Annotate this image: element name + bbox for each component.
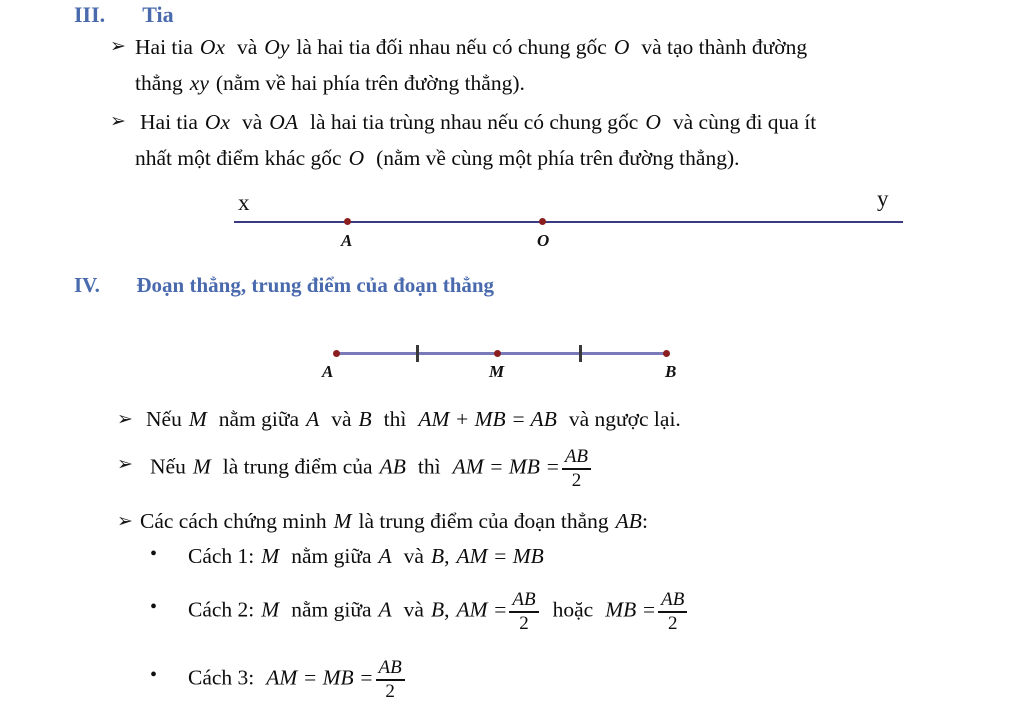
fraction-denominator: 2 — [519, 612, 529, 634]
dot-bullet-icon: • — [150, 596, 158, 618]
dot-bullet-icon: • — [150, 664, 158, 686]
figure2-label-b: B — [665, 362, 677, 381]
arrow-bullet-icon: ➢ — [110, 111, 126, 132]
section-number-iii: III. — [74, 2, 106, 27]
text-fragment: và — [242, 110, 263, 134]
paragraph-tia-doi-nhau-line2 — [135, 66, 525, 100]
figure1-line — [234, 221, 903, 223]
method-label: Cách 3: — [188, 665, 255, 690]
figure2-tick-2 — [579, 345, 582, 362]
figure2-point-m — [494, 350, 501, 357]
text-fragment: nằm giữa — [291, 597, 372, 622]
math-b: B — [358, 407, 372, 431]
fraction-ab-over-2 — [509, 590, 538, 633]
text-fragment: và — [331, 407, 352, 431]
text-fragment: , — [444, 544, 450, 568]
figure2-point-a — [333, 350, 340, 357]
text-fragment: Hai tia — [135, 35, 193, 59]
section-heading-iii — [74, 2, 174, 28]
figure1-point-a — [344, 218, 351, 225]
math-am-eq-mb: AM = MB — [456, 544, 544, 568]
text-fragment: và tạo thành đường — [641, 35, 808, 59]
math-m: M — [333, 509, 352, 533]
text-fragment: và — [403, 544, 424, 568]
math-b: B — [430, 544, 445, 568]
text-fragment: (nằm về cùng một phía trên đường thẳng). — [376, 146, 740, 170]
math-o: O — [348, 146, 365, 170]
section-number-iv: IV. — [74, 273, 100, 297]
text-fragment: nằm giữa — [291, 544, 372, 568]
method-label: Cách 2: — [188, 597, 255, 622]
text-fragment: : — [641, 509, 648, 533]
math-am-eq-mb: AM = MB = — [266, 665, 374, 690]
math-o: O — [613, 35, 630, 59]
text-fragment: nằm giữa — [218, 407, 300, 431]
figure1-point-o — [539, 218, 546, 225]
math-am-eq-mb: AM = MB = — [452, 454, 560, 479]
arrow-bullet-icon: ➢ — [117, 454, 133, 475]
text-fragment: và — [403, 597, 424, 622]
statement-am-mb-ab — [146, 402, 681, 436]
math-m: M — [261, 597, 280, 622]
text-fragment: thẳng — [135, 71, 183, 95]
fraction-denominator: 2 — [571, 469, 582, 491]
figure1-label-x: x — [238, 190, 250, 215]
arrow-bullet-icon: ➢ — [110, 36, 126, 57]
text-fragment: là trung điểm của — [222, 454, 373, 479]
math-m: M — [192, 454, 211, 479]
text-fragment: , — [444, 597, 450, 622]
math-mb-eq: MB = — [605, 597, 657, 622]
fraction-numerator: AB — [564, 446, 589, 467]
fraction-ab-over-2 — [658, 590, 687, 633]
paragraph-tia-doi-nhau-line1 — [135, 30, 807, 64]
text-fragment: (nằm về hai phía trên đường thẳng). — [215, 71, 525, 95]
method-label: Cách 1: — [188, 544, 255, 568]
math-a: A — [306, 407, 320, 431]
method-cach-3 — [188, 658, 407, 701]
text-fragment: và cùng đi qua ít — [672, 110, 817, 134]
dot-bullet-icon: • — [150, 543, 158, 565]
text-fragment: là hai tia trùng nhau nếu có chung gốc — [309, 110, 639, 134]
fraction-ab-over-2 — [376, 658, 405, 701]
text-fragment: nhất một điểm khác gốc — [135, 146, 342, 170]
math-am-eq: AM = — [456, 597, 508, 622]
figure2-tick-1 — [416, 345, 419, 362]
math-o: O — [645, 110, 661, 134]
arrow-bullet-icon: ➢ — [117, 511, 133, 532]
math-m: M — [188, 407, 207, 431]
statement-cac-cach-chung-minh — [140, 504, 648, 538]
fraction-ab-over-2 — [562, 447, 591, 490]
text-fragment: Nếu — [150, 454, 186, 479]
math-xy: xy — [189, 71, 209, 95]
section-heading-iv — [74, 273, 494, 298]
math-m: M — [261, 544, 280, 568]
section-title-iii: Tia — [142, 2, 174, 27]
text-fragment: và — [237, 35, 258, 59]
figure1-label-a: A — [341, 231, 353, 250]
text-fragment: hoặc — [552, 597, 594, 622]
figure2-point-b — [663, 350, 670, 357]
method-cach-1 — [188, 539, 544, 573]
fraction-denominator: 2 — [385, 680, 395, 702]
math-ab: AB — [615, 509, 642, 533]
paragraph-tia-trung-nhau-line1 — [140, 105, 816, 139]
figure1-label-o: O — [537, 231, 550, 250]
text-fragment: Hai tia — [140, 110, 198, 134]
math-ox: Ox — [199, 35, 225, 59]
math-ox: Ox — [204, 110, 230, 134]
paragraph-tia-trung-nhau-line2 — [135, 141, 739, 175]
fraction-denominator: 2 — [668, 612, 678, 634]
arrow-bullet-icon: ➢ — [117, 409, 133, 430]
fraction-numerator: AB — [378, 657, 402, 678]
math-equation-am-mb-ab: AM + MB = AB — [418, 407, 557, 431]
text-fragment: và ngược lại. — [568, 407, 681, 431]
figure2-label-a: A — [322, 362, 334, 381]
math-oy: Oy — [264, 35, 290, 59]
figure2-label-m: M — [489, 362, 505, 381]
figure1-label-y: y — [877, 186, 889, 211]
math-ab: AB — [379, 454, 406, 479]
math-a: A — [378, 597, 392, 622]
method-cach-2 — [188, 590, 689, 633]
section-title-iv: Đoạn thẳng, trung điểm của đoạn thẳng — [136, 273, 495, 297]
figure2-line — [336, 352, 666, 355]
text-fragment: Nếu — [146, 407, 182, 431]
text-fragment: là trung điểm của đoạn thẳng — [358, 509, 609, 533]
fraction-numerator: AB — [661, 589, 685, 610]
fraction-numerator: AB — [512, 589, 536, 610]
math-b: B — [430, 597, 445, 622]
math-a: A — [378, 544, 392, 568]
text-fragment: là hai tia đối nhau nếu có chung gốc — [296, 35, 607, 59]
text-fragment: thì — [417, 454, 441, 479]
text-fragment: thì — [383, 407, 407, 431]
math-oa: OA — [269, 110, 298, 134]
statement-trung-diem-formula — [150, 447, 593, 490]
text-fragment: Các cách chứng minh — [140, 509, 327, 533]
